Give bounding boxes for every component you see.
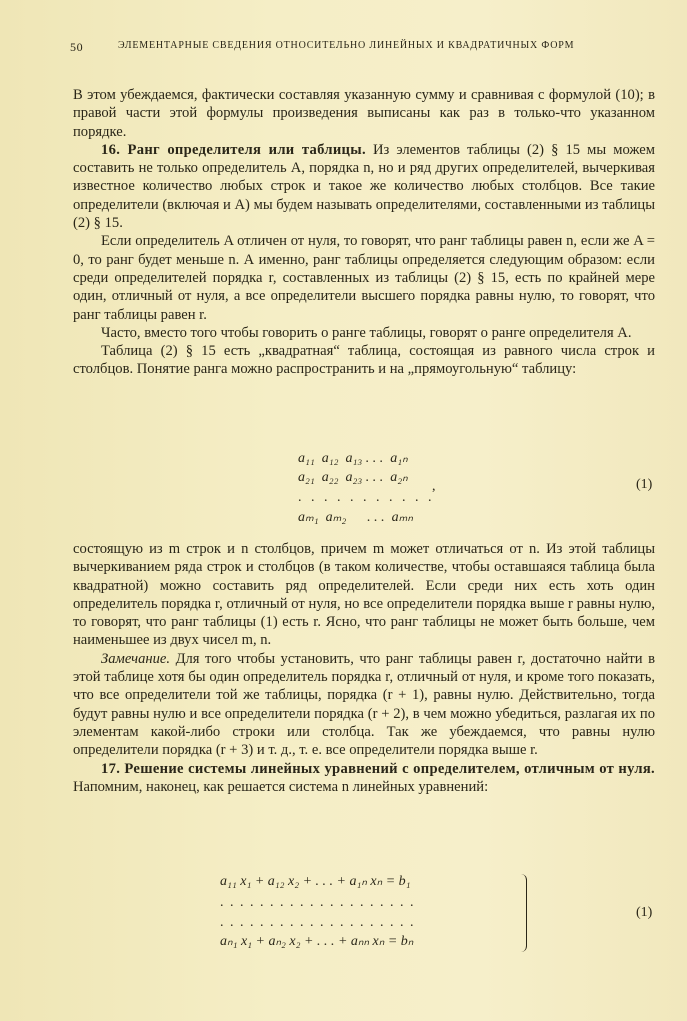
section-17-heading: 17. Решение системы линейных уравнений с определителем, отличным от нуля. bbox=[101, 760, 655, 777]
remark-text: Для того чтобы установить, что ранг таблицы равен r, достаточно найти в этой таблице хотя бы один определитель порядка r, отличный от нуля, и кроме того показать, что все определители той же таблицы, порядка (r + 1), равны нулю. Действительно, тогда будут равны нулю и все определители порядка (r + 2), в чем можно убедиться, разлагая их по элементам какой-либо строки или столбца. Так же убеждаемся, что равны нулю определители порядка (r + 3) и т. д., т. е. все определители порядка выше r. bbox=[73, 650, 655, 759]
section-16-heading: 16. Ранг определителя или таблицы. bbox=[101, 141, 366, 158]
matrix-row-1: a₁₁ a₁₂ a₁₃ . . . a₁ₙ bbox=[298, 451, 408, 466]
paragraph-3: Если определитель A отличен от нуля, то говорят, что ранг таблицы равен n, если же A = 0, то ранг будет меньше n. А именно, ранг таблицы определяется следующим образом: если среди определителей порядка r, составленных из таблицы (2) § 15, есть по крайней мере один, отличный от нуля, а все определители высшего порядка равны нулю, то говорят, что ранг таблицы равен r. bbox=[73, 233, 655, 323]
system-row-1: a₁₁ x₁ + a₁₂ x₂ + . . . + a₁ₙ xₙ = b₁ bbox=[220, 874, 411, 889]
system-row-n: aₙ₁ x₁ + aₙ₂ x₂ + . . . + aₙₙ xₙ = bₙ bbox=[220, 934, 414, 949]
remark-label: Замечание. bbox=[101, 650, 171, 667]
text-block-middle bbox=[73, 540, 655, 796]
running-head bbox=[70, 40, 630, 55]
section-17-text: Напомним, наконец, как решается система n линейных уравнений: bbox=[73, 778, 489, 795]
matrix-comma: , bbox=[432, 479, 436, 494]
system-row-dots-1: . . . . . . . . . . . . . . . . . . . . bbox=[220, 895, 415, 910]
matrix-row-dots: . . . . . . . . . . . bbox=[298, 490, 435, 505]
matrix-row-2: a₂₁ a₂₂ a₂₃ . . . a₂ₙ bbox=[298, 470, 408, 485]
paragraph-section-17 bbox=[73, 760, 655, 797]
running-title: ЭЛЕМЕНТАРНЫЕ СВЕДЕНИЯ ОТНОСИТЕЛЬНО ЛИНЕЙНЫХ И КВАДРАТИЧНЫХ ФОРМ bbox=[118, 40, 575, 51]
paragraph-section-16 bbox=[73, 141, 655, 232]
paragraph-4: Часто, вместо того чтобы говорить о ранге таблицы, говорят о ранге определителя A. bbox=[101, 324, 632, 341]
page-number: 50 bbox=[70, 40, 84, 54]
paragraph-1: В этом убеждаемся, фактически составляя указанную сумму и сравнивая с формулой (10); в правой части этой формулы произведения выписаны как раз в только-что указанном порядке. bbox=[73, 87, 655, 140]
section-16-text: Из элементов таблицы (2) § 15 мы можем составить не только определитель A, порядка n, но и ряд других определителей, вычеркивая известное количество любых строк и такое же количество любых столбцов. Все такие определители (включая и A) мы будем называть определителями, составленными из таблицы (2) § 15. bbox=[73, 141, 656, 232]
paragraph-6: состоящую из m строк и n столбцов, причем m может отличаться от n. Из этой таблицы вычеркиванием ряда строк и столбцов (в таком количестве, чтобы оставшаяся таблица была квадратной) можно составить ряд определителей. Если среди них есть хоть один определитель порядка r, отличный от нуля, но все определители порядка выше r равны нулю, то говорят, что ранг таблицы (1) есть r. Ясно, что ранг таблицы не может быть больше, чем наименьшее из двух чисел m, n. bbox=[73, 541, 655, 649]
paragraph-5: Таблица (2) § 15 есть „квадратная“ таблица, состоящая из равного числа строк и столбцов. Понятие ранга можно распространить и на „прямоугольную“ таблицу: bbox=[73, 343, 655, 378]
text-block-top bbox=[73, 86, 655, 379]
paragraph-remark bbox=[73, 650, 655, 760]
equation-number-matrix: (1) bbox=[636, 477, 653, 492]
right-brace bbox=[520, 874, 527, 952]
system-row-dots-2: . . . . . . . . . . . . . . . . . . . . bbox=[220, 915, 415, 930]
matrix-row-m: aₘ₁ aₘ₂ . . . aₘₙ bbox=[298, 510, 413, 525]
equation-number-system: (1) bbox=[636, 905, 653, 920]
